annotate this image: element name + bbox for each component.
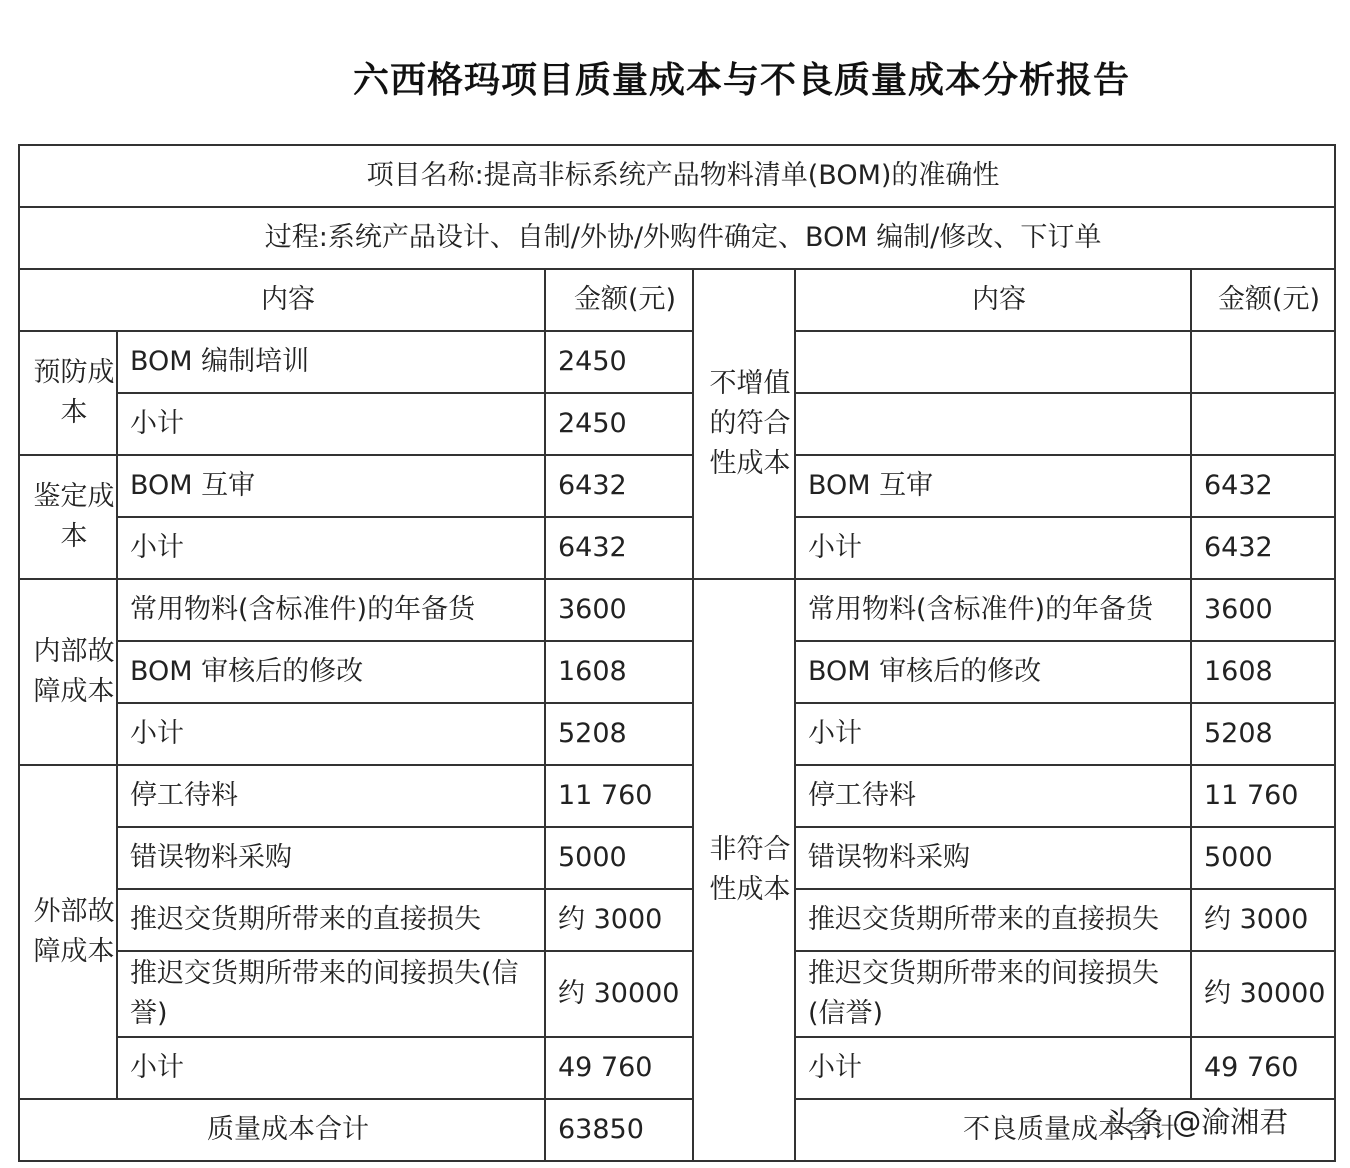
item-left: 小计: [117, 517, 545, 579]
table-row: [19, 827, 1335, 889]
amount-right: 6432: [1191, 455, 1335, 517]
report-title: 六西格玛项目质量成本与不良质量成本分析报告: [353, 59, 1131, 101]
amount-right: 5208: [1191, 703, 1335, 765]
table-row: [19, 889, 1335, 951]
item-right: 推迟交货期所带来的直接损失: [795, 889, 1191, 951]
quality-cost-total-amount: 63850: [545, 1099, 693, 1161]
table-row: [19, 1037, 1335, 1099]
amount-left: 2450: [545, 393, 693, 455]
cost-report-table: [18, 144, 1336, 1162]
item-left: BOM 审核后的修改: [117, 641, 545, 703]
item-left: BOM 互审: [117, 455, 545, 517]
nonconformance-label: 非符合性成本: [693, 579, 795, 1161]
amount-left: 5208: [545, 703, 693, 765]
process-row: [19, 207, 1335, 269]
item-left: 推迟交货期所带来的间接损失(信誉): [117, 951, 545, 1037]
amount-left: 约 3000: [545, 889, 693, 951]
amount-left: 6432: [545, 455, 693, 517]
item-right: 推迟交货期所带来的间接损失(信誉): [795, 951, 1191, 1037]
poor-quality-cost-total-label: 不良质量成本合计: [795, 1099, 1335, 1161]
table-row: [19, 951, 1335, 1037]
amount-right: [1191, 331, 1335, 393]
table-row: [19, 765, 1335, 827]
watermark: 头条 @渝湘君: [1105, 1105, 1289, 1139]
item-left: 推迟交货期所带来的直接损失: [117, 889, 545, 951]
amount-right: 约 30000: [1191, 951, 1335, 1037]
amount-left: 5000: [545, 827, 693, 889]
amount-right: 1608: [1191, 641, 1335, 703]
header-content-left: 内容: [19, 269, 545, 331]
amount-right: 11 760: [1191, 765, 1335, 827]
process-description: 过程:系统产品设计、自制/外协/外购件确定、BOM 编制/修改、下订单: [19, 207, 1335, 269]
item-right: 小计: [795, 1037, 1191, 1099]
item-left: 小计: [117, 1037, 545, 1099]
header-amount-left: 金额(元): [545, 269, 693, 331]
amount-right: [1191, 393, 1335, 455]
header-content-right: 内容: [795, 269, 1191, 331]
category-internal-failure: 内部故障成本: [19, 579, 117, 765]
amount-left: 约 30000: [545, 951, 693, 1037]
category-appraisal: 鉴定成本: [19, 455, 117, 579]
amount-right: 5000: [1191, 827, 1335, 889]
item-left: 错误物料采购: [117, 827, 545, 889]
table-row: [19, 703, 1335, 765]
category-prevention: 预防成本: [19, 331, 117, 455]
table-row: [19, 517, 1335, 579]
item-right: 小计: [795, 517, 1191, 579]
header-amount-right: 金额(元): [1191, 269, 1335, 331]
category-external-failure: 外部故障成本: [19, 765, 117, 1099]
item-right: 停工待料: [795, 765, 1191, 827]
item-right: 常用物料(含标准件)的年备货: [795, 579, 1191, 641]
item-left: 停工待料: [117, 765, 545, 827]
project-name-row: [19, 145, 1335, 207]
item-right: BOM 审核后的修改: [795, 641, 1191, 703]
header-row: [19, 269, 1335, 331]
amount-left: 2450: [545, 331, 693, 393]
table-row: [19, 393, 1335, 455]
item-right: [795, 393, 1191, 455]
amount-right: 3600: [1191, 579, 1335, 641]
item-left: 常用物料(含标准件)的年备货: [117, 579, 545, 641]
amount-right: 约 3000: [1191, 889, 1335, 951]
amount-right: 6432: [1191, 517, 1335, 579]
amount-left: 1608: [545, 641, 693, 703]
table-row: [19, 579, 1335, 641]
quality-cost-total-label: 质量成本合计: [19, 1099, 545, 1161]
item-left: 小计: [117, 703, 545, 765]
item-right: [795, 331, 1191, 393]
non-value-added-label: 不增值的符合性成本: [693, 269, 795, 579]
item-right: 错误物料采购: [795, 827, 1191, 889]
amount-left: 49 760: [545, 1037, 693, 1099]
item-left: 小计: [117, 393, 545, 455]
amount-left: 11 760: [545, 765, 693, 827]
item-right: BOM 互审: [795, 455, 1191, 517]
amount-left: 6432: [545, 517, 693, 579]
table-row: [19, 641, 1335, 703]
project-name: 项目名称:提高非标系统产品物料清单(BOM)的准确性: [19, 145, 1335, 207]
amount-right: 49 760: [1191, 1037, 1335, 1099]
table-row: [19, 331, 1335, 393]
item-right: 小计: [795, 703, 1191, 765]
amount-left: 3600: [545, 579, 693, 641]
item-left: BOM 编制培训: [117, 331, 545, 393]
table-row: [19, 455, 1335, 517]
